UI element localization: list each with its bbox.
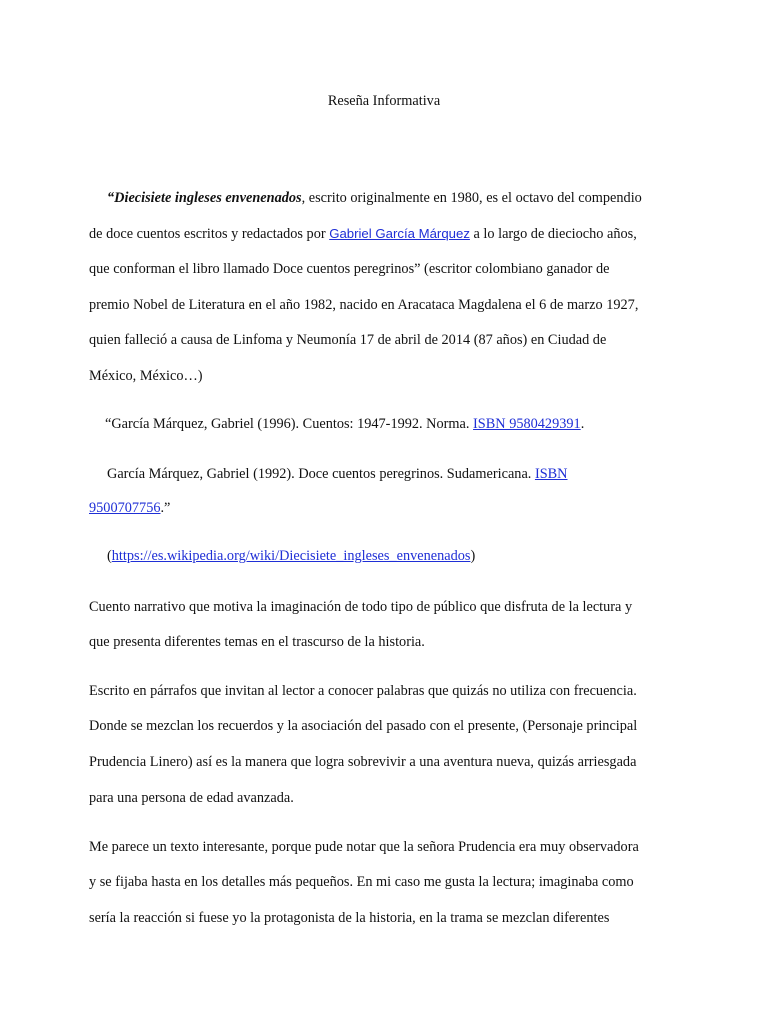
paragraph-2-line-2: que presenta diferentes temas en el trascurso de la historia. [89, 634, 425, 650]
reference-1-end: . [580, 416, 585, 432]
source-url-line [107, 546, 475, 566]
paragraph-3-line-3: Prudencia Linero) así es la manera que logra sobrevivir a una aventura nueva, quizás arriesgada [89, 754, 637, 770]
paragraph-1-line-1 [107, 188, 642, 208]
url-open-paren: ( [107, 548, 112, 564]
reference-2-end: .” [160, 500, 171, 516]
author-link[interactable]: Gabriel García Márquez [329, 226, 470, 241]
wikipedia-link[interactable]: https://es.wikipedia.org/wiki/Diecisiete_ingleses_envenenados [111, 548, 471, 564]
paragraph-1-line-5: quien falleció a causa de Linfoma y Neumonía 17 de abril de 2014 (87 años) en Ciudad de [89, 332, 607, 348]
reference-1 [105, 414, 584, 434]
url-close-paren: ) [470, 548, 476, 564]
open-quote: “ [107, 190, 115, 206]
reference-2-line-2 [89, 498, 170, 518]
reference-2-text: García Márquez, Gabriel (1992). Doce cuentos peregrinos. Sudamericana. [107, 466, 535, 482]
paragraph-3-line-2: Donde se mezclan los recuerdos y la asociación del pasado con el presente, (Personaje principal [89, 718, 638, 734]
paragraph-1-line-2-post: a lo largo de dieciocho años, [469, 226, 637, 242]
paragraph-3-line-4: para una persona de edad avanzada. [89, 790, 294, 806]
page-title: Reseña Informativa [327, 93, 441, 109]
paragraph-1-line-1-text: , escrito originalmente en 1980, es el octavo del compendio [301, 190, 642, 206]
paragraph-2-line-1: Cuento narrativo que motiva la imaginación de todo tipo de público que disfruta de la lectura y [89, 599, 633, 615]
paragraph-4-line-2: y se fijaba hasta en los detalles más pequeños. En mi caso me gusta la lectura; imaginaba como [89, 874, 634, 890]
paragraph-1-line-2-pre: de doce cuentos escritos y redactados por [89, 226, 330, 242]
isbn-link-2-part-1[interactable]: ISBN [534, 466, 568, 482]
story-title: Diecisiete ingleses envenenados [114, 190, 302, 206]
reference-2-line-1 [107, 464, 568, 484]
isbn-link-2-part-2[interactable]: 9500707756 [89, 500, 161, 516]
paragraph-4-line-3: sería la reacción si fuese yo la protagonista de la historia, en la trama se mezclan diferentes [89, 910, 610, 926]
paragraph-1-line-3: que conforman el libro llamado Doce cuentos peregrinos” (escritor colombiano ganador de [89, 261, 610, 277]
paragraph-1-line-6: México, México…) [89, 368, 203, 384]
paragraph-1-line-2 [89, 224, 637, 244]
paragraph-4-line-1: Me parece un texto interesante, porque pude notar que la señora Prudencia era muy observadora [89, 839, 639, 855]
paragraph-1-line-4: premio Nobel de Literatura en el año 1982, nacido en Aracataca Magdalena el 6 de marzo 1927, [89, 297, 639, 313]
isbn-link-1[interactable]: ISBN 9580429391 [473, 416, 581, 432]
reference-1-text: “García Márquez, Gabriel (1996). Cuentos: 1947-1992. Norma. [105, 416, 474, 432]
paragraph-3-line-1: Escrito en párrafos que invitan al lector a conocer palabras que quizás no utiliza con frecuencia. [89, 683, 637, 699]
